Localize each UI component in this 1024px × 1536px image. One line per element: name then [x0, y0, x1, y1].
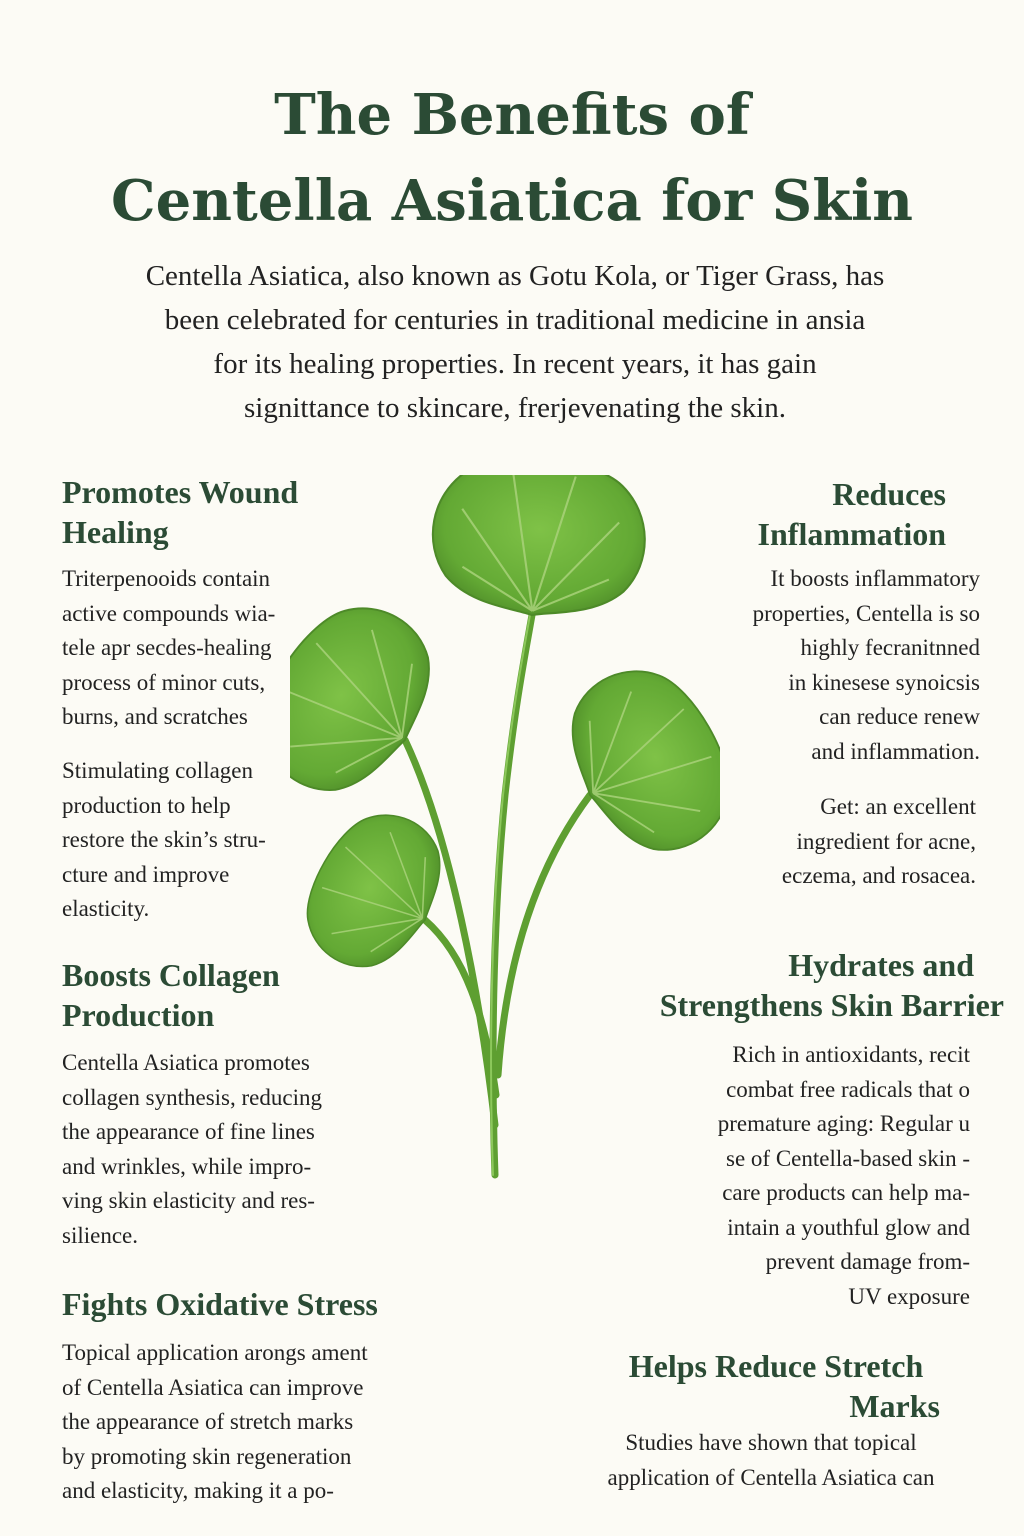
- para-line: eczema, and rosacea.: [781, 863, 976, 888]
- heading-line: Hydrates and: [788, 947, 974, 983]
- para-line: process of minor cuts,: [62, 669, 266, 695]
- para-line: Topical application arongs ament: [62, 1340, 368, 1365]
- title-line-1: The Benefits of: [274, 82, 750, 148]
- heading-line: Healing: [62, 514, 169, 550]
- paragraph-collagen-stimulation: [62, 754, 322, 927]
- para-line: combat free radicals that o: [726, 1076, 970, 1102]
- para-line: premature aging: Regular u: [717, 1111, 970, 1136]
- heading-line: Helps Reduce Stretch: [628, 1348, 924, 1384]
- para-line: se of Centella-based skin -: [726, 1145, 970, 1171]
- leaf-right: [544, 646, 720, 875]
- paragraph-stretch-marks: [556, 1426, 986, 1495]
- para-line: silience.: [62, 1222, 138, 1248]
- para-line: highly fecranitnned: [800, 635, 980, 660]
- intro-line: Centella Asiatica, also known as Gotu Kola, or Tiger Grass, has: [145, 260, 885, 292]
- para-line: can reduce renew: [819, 704, 980, 729]
- para-line: prevent damage from-: [765, 1249, 970, 1274]
- para-line: intain a youthful glow and: [727, 1214, 970, 1240]
- centella-plant-illustration: [290, 475, 720, 1195]
- para-line: and inflammation.: [811, 738, 980, 764]
- para-line: active compounds wia-: [62, 600, 276, 626]
- para-line: properties, Centella is so: [752, 600, 980, 626]
- para-line: ving skin elasticity and res-: [62, 1188, 315, 1213]
- para-line: Stimulating collagen: [62, 758, 253, 783]
- para-line: and wrinkles, while impro-: [62, 1153, 312, 1179]
- paragraph-reduces-inflammation: [690, 562, 980, 769]
- para-line: restore the skin’s stru-: [62, 827, 266, 852]
- para-line: and elasticity, making it a po-: [62, 1478, 334, 1503]
- para-line: Get: an excellent: [820, 794, 976, 819]
- heading-line: Promotes Wound: [62, 474, 299, 510]
- para-line: production to help: [62, 792, 231, 818]
- para-line: the appearance of stretch marks: [62, 1409, 354, 1434]
- heading-line: Marks: [849, 1388, 940, 1424]
- paragraph-wound-healing: [62, 562, 322, 735]
- heading-line: Strengthens Skin Barrier: [659, 987, 1004, 1023]
- paragraph-acne-eczema: [700, 790, 976, 894]
- title-line-2: Centella Asiatica for Skin: [111, 168, 913, 234]
- para-line: Centella Asiatica promotes: [62, 1050, 310, 1075]
- para-line: application of Centella Asiatica can: [607, 1464, 935, 1490]
- para-line: in kinesese synoicsis: [788, 669, 980, 695]
- heading-line: Production: [62, 997, 215, 1033]
- paragraph-oxidative-stress: [62, 1336, 442, 1509]
- para-line: Rich in antioxidants, recit: [732, 1042, 970, 1067]
- para-line: cture and improve: [62, 861, 230, 887]
- heading-oxidative-stress: [62, 1284, 442, 1324]
- para-line: ingredient for acne,: [796, 828, 976, 854]
- para-line: elasticity.: [62, 896, 150, 921]
- heading-line: Reduces: [832, 476, 946, 512]
- heading-line: Boosts Collagen: [62, 957, 280, 993]
- intro-paragraph: [90, 254, 940, 430]
- para-line: care products can help ma-: [722, 1180, 970, 1205]
- leaf-left: [290, 580, 460, 818]
- intro-line: been celebrated for centuries in traditional medicine in ansia: [164, 304, 866, 336]
- intro-line: for its healing properties. In recent years, it has gain: [213, 348, 817, 380]
- leaf-top: [426, 475, 651, 624]
- para-line: tele apr secdes-healing: [62, 635, 272, 660]
- para-line: of Centella Asiatica can improve: [62, 1374, 364, 1400]
- para-line: It boosts inflammatory: [770, 566, 980, 591]
- para-line: UV exposure: [848, 1283, 970, 1309]
- para-line: collagen synthesis, reducing: [62, 1084, 322, 1110]
- page-title: [0, 72, 1024, 244]
- heading-line: Fights Oxidative Stress: [62, 1286, 378, 1322]
- para-line: Triterpenooids contain: [62, 566, 271, 591]
- para-line: Studies have shown that topical: [625, 1430, 917, 1455]
- heading-stretch-marks: [606, 1346, 946, 1426]
- para-line: the appearance of fine lines: [62, 1119, 315, 1144]
- para-line: burns, and scratches: [62, 704, 248, 729]
- para-line: by promoting skin regeneration: [62, 1443, 352, 1469]
- heading-line: Inflammation: [757, 516, 946, 552]
- intro-line: signittance to skincare, frerjevenating the skin.: [244, 392, 786, 424]
